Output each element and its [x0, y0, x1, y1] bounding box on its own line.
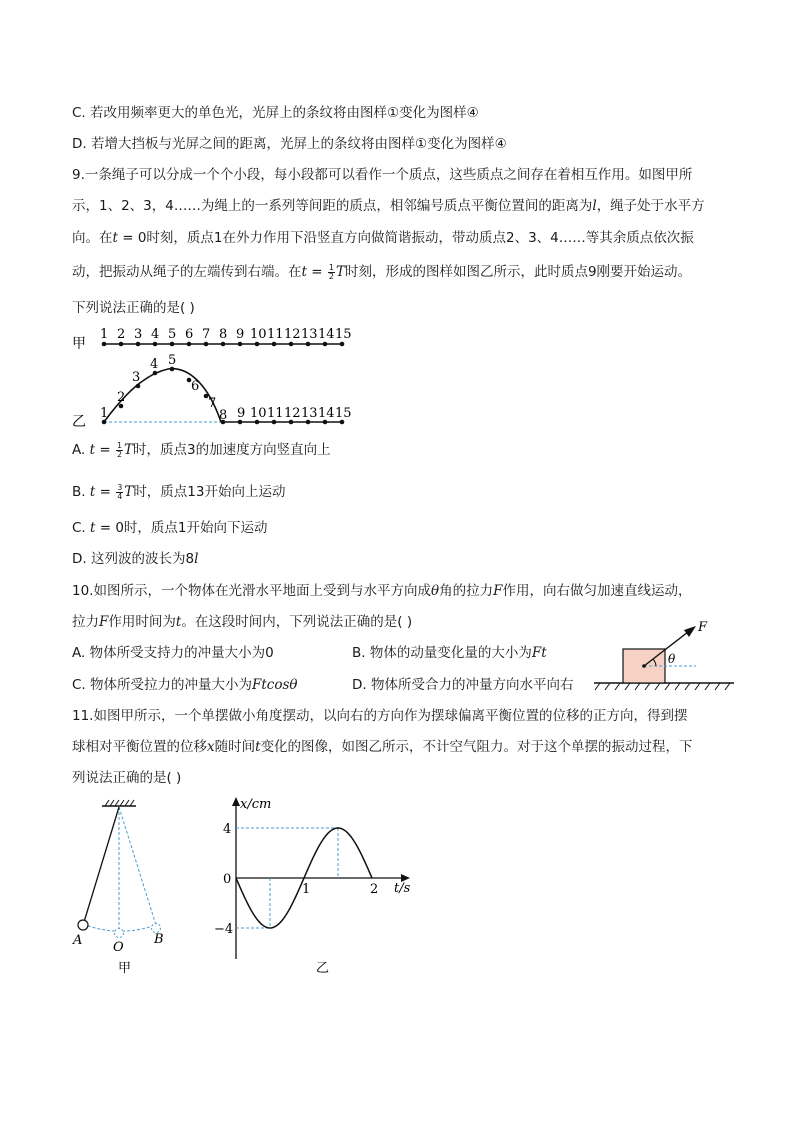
q9-option-b: B. t = $\frac{3}{4}$ T时，质点13开始向上运动	[72, 482, 286, 501]
caption-jia: 甲	[118, 961, 132, 976]
rope-figure	[66, 322, 366, 432]
rope-jia-label-14: 14	[318, 327, 335, 342]
pendulum-string	[84, 807, 119, 922]
x-axis-label: t/s	[394, 881, 411, 896]
rope-yi-label-3: 3	[132, 370, 141, 385]
q10-stem-line2: 拉力F作用时间为t。在这段时间内，下列说法正确的是( )	[72, 614, 413, 630]
rope-jia-point-2	[119, 342, 124, 347]
rope-yi-label-15: 15	[335, 406, 352, 421]
q11-stem-line2: 球相对平衡位置的位移x随时间t变化的图像，如图乙所示，不计空气阻力。对于这个单摆的振动过程，下	[72, 739, 693, 755]
rope-jia-label-9: 9	[236, 327, 245, 342]
q11-question-prompt: 列说法正确的是( )	[72, 770, 182, 786]
rope-yi-label-12: 12	[284, 406, 301, 421]
rope-jia-label-6: 6	[185, 327, 194, 342]
q8-option-c: C. 若改用频率更大的单色光，光屏上的条纹将由图样①变化为图样④	[72, 105, 479, 121]
force-label: F	[698, 620, 708, 635]
q11-stem-line1: 11.如图甲所示，一个单摆做小角度摆动，以向右的方向作为摆球偏离平衡位置的位移的正方向，得到摆	[72, 708, 688, 724]
q9-option-c: C. t = 0时，质点1开始向下运动	[72, 520, 268, 536]
label-a: A	[73, 933, 83, 948]
rope-jia-point-9	[238, 342, 243, 347]
rope-jia-label-8: 8	[219, 327, 228, 342]
rope-jia-point-7	[204, 342, 209, 347]
rope-jia-point-10	[255, 342, 260, 347]
rope-yi-label-9: 9	[237, 406, 246, 421]
rope-yi-label-2: 2	[117, 390, 126, 405]
q9-question-prompt: 下列说法正确的是( )	[72, 300, 195, 316]
rope-jia-label-5: 5	[168, 327, 177, 342]
rope-jia-point-3	[136, 342, 141, 347]
rope-yi-label-1: 1	[100, 406, 109, 421]
rope-jia-point-13	[306, 342, 311, 347]
rope-yi-label-5: 5	[168, 353, 177, 368]
rope-jia-label-3: 3	[134, 327, 143, 342]
rope-yi-label-10: 10	[250, 406, 267, 421]
q9-stem-line1: 9.一条绳子可以分成一个个小段，每小段都可以看作一个质点，这些质点之间存在着相互作用。如图甲所	[72, 167, 693, 183]
right-extreme-line	[119, 807, 156, 925]
q10-stem-line1: 10.如图所示，一个物体在光滑水平地面上受到与水平方向成θ角的拉力F作用，向右做匀加速直线运动，	[72, 583, 692, 599]
rope-jia-point-11	[272, 342, 277, 347]
rope-jia-point-1	[102, 342, 107, 347]
rope-jia-label-7: 7	[202, 327, 211, 342]
q10-option-c: C. 物体所受拉力的冲量大小为Ftcosθ	[72, 677, 298, 693]
q9-stem-line4: 动，把振动从绳子的左端传到右端。在t = $\frac{1}{2}$ T时刻，形成的图样如图乙所示，此时质点9刚要开始运动。	[72, 262, 692, 281]
y-axis-label: x/cm	[240, 797, 272, 812]
rope-jia-point-8	[221, 342, 226, 347]
rope-jia-point-12	[289, 342, 294, 347]
force-arrowhead	[684, 626, 696, 637]
y-tick-label-1: 0	[223, 872, 232, 887]
rope-jia-point-5	[170, 342, 175, 347]
q10-option-b: B. 物体的动量变化量的大小为Ft	[352, 645, 547, 661]
y-tick-label-0: 4	[223, 822, 232, 837]
rope-jia-point-14	[323, 342, 328, 347]
q9-option-a: A. t = $\frac{1}{2}$ T时，质点3的加速度方向竖直向上	[72, 440, 331, 459]
rope-yi-label-13: 13	[301, 406, 318, 421]
pendulum-bob	[78, 920, 88, 930]
rope-yi-label-11: 11	[267, 406, 284, 421]
angle-label: θ	[668, 652, 676, 666]
pendulum-figure	[68, 796, 178, 976]
fig-label-jia: 甲	[72, 336, 86, 352]
rope-yi-label-8: 8	[219, 408, 228, 423]
q9-option-d: D. 这列波的波长为8l	[72, 551, 199, 567]
displacement-time-chart	[214, 794, 424, 978]
y-tick-label-2: −4	[214, 922, 234, 937]
rope-jia-label-12: 12	[284, 327, 301, 342]
q9-stem-line2: 示，1、2、3，4……为绳上的一系列等间距的质点，相邻编号质点平衡位置间的距离为l，绳子处于水平方	[72, 198, 705, 214]
rope-jia-label-4: 4	[151, 327, 160, 342]
q9-stem-line3: 向。在t = 0时刻，质点1在外力作用下沿竖直方向做简谐振动，带动质点2、3、4……等其余质点依次振	[72, 230, 694, 246]
caption-yi: 乙	[316, 961, 330, 976]
q10-option-d: D. 物体所受合力的冲量方向水平向右	[352, 677, 574, 693]
bob-position-o	[115, 929, 124, 938]
x-tick-label-2: 2	[370, 882, 379, 897]
label-b: B	[154, 932, 164, 947]
rope-jia-label-15: 15	[335, 327, 352, 342]
rope-jia-label-10: 10	[250, 327, 267, 342]
rope-jia-label-2: 2	[117, 327, 126, 342]
block-force-figure	[592, 615, 737, 693]
rope-yi-label-4: 4	[150, 357, 159, 372]
rope-jia-label-11: 11	[267, 327, 284, 342]
rope-yi-label-7: 7	[208, 396, 217, 411]
rope-jia-point-4	[153, 342, 158, 347]
q10-option-a: A. 物体所受支持力的冲量大小为0	[72, 645, 274, 661]
rope-jia-point-15	[340, 342, 345, 347]
rope-jia-point-6	[187, 342, 192, 347]
x-tick-label-1: 1	[302, 882, 311, 897]
rope-jia-label-1: 1	[100, 327, 109, 342]
rope-yi-label-6: 6	[191, 379, 200, 394]
rope-jia-label-13: 13	[301, 327, 318, 342]
fig-label-yi: 乙	[72, 414, 86, 430]
label-o: O	[113, 940, 124, 955]
y-axis-arrow	[232, 797, 240, 806]
q8-option-d: D. 若增大挡板与光屏之间的距离，光屏上的条纹将由图样①变化为图样④	[72, 136, 507, 152]
rope-yi-label-14: 14	[318, 406, 335, 421]
